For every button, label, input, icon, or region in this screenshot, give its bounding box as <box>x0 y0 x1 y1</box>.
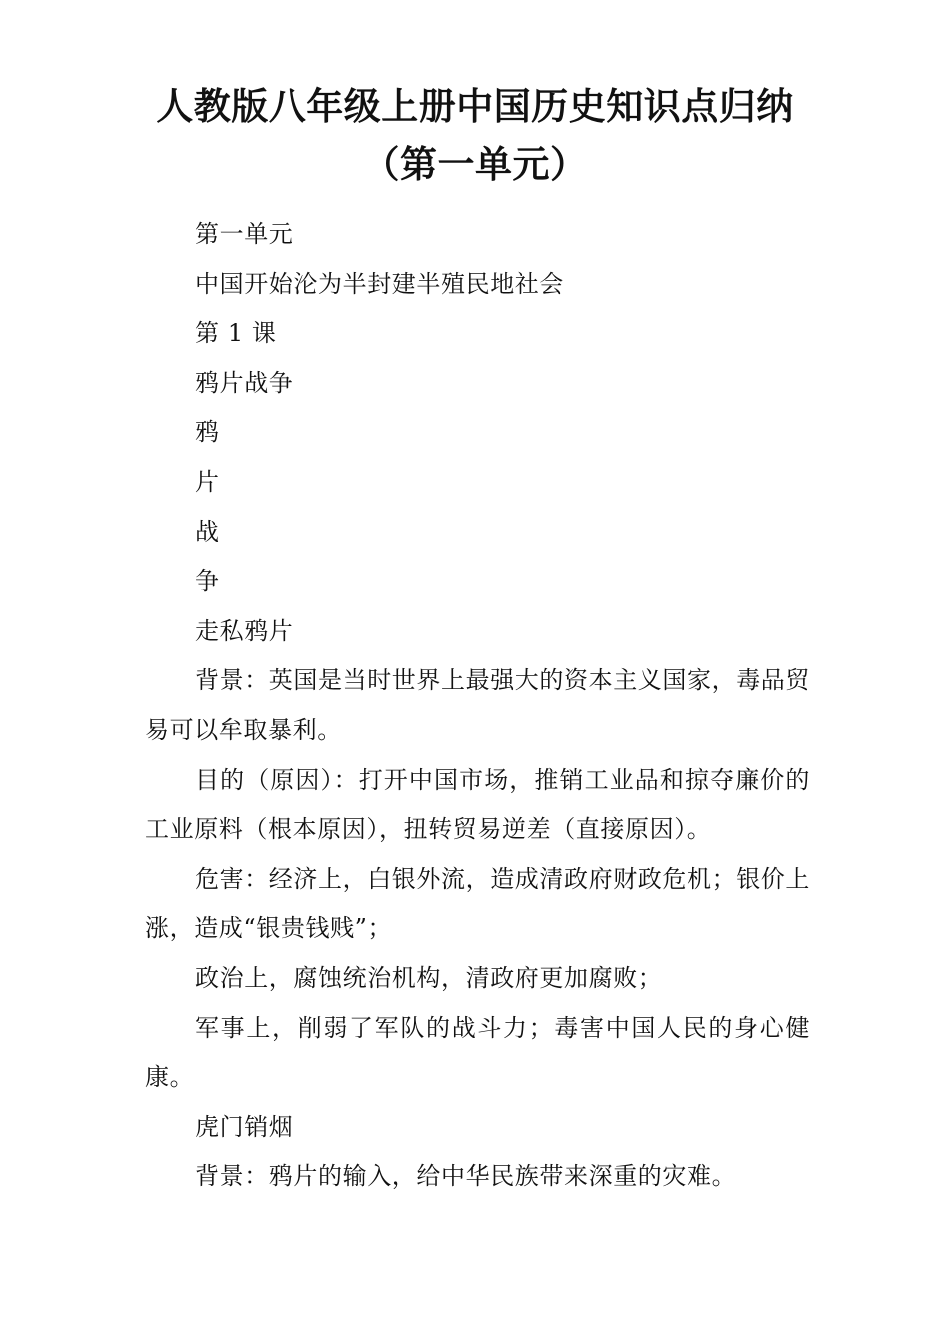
vertical-char: 片 <box>195 467 220 496</box>
unit-title: 中国开始沦为半封建半殖民地社会 <box>195 269 564 298</box>
unit-heading: 第一单元 <box>195 220 294 248</box>
paragraph-humen-background: 背景：鸦片的输入，给中华民族带来深重的灾难。 <box>195 1162 737 1191</box>
paragraph-harm-military: 军事上，削弱了军队的战斗力；毒害中国人民的身心健康。 <box>145 1013 810 1092</box>
paragraph-purpose: 目的（原因）：打开中国市场，推销工业品和掠夺廉价的工业原料（根本原因），扭转贸易逆差（直接原因）。 <box>145 765 810 844</box>
paragraph-harm-economic: 危害：经济上，白银外流，造成清政府财政危机；银价上涨，造成“银贵钱贱”； <box>145 864 810 943</box>
vertical-char: 战 <box>195 517 220 546</box>
section-heading-smuggling: 走私鸦片 <box>195 616 294 645</box>
document-body <box>145 210 810 1202</box>
paragraph-harm-political: 政治上，腐蚀统治机构，清政府更加腐败； <box>195 963 663 992</box>
paragraph-background: 背景：英国是当时世界上最强大的资本主义国家，毒品贸易可以牟取暴利。 <box>145 666 810 744</box>
document-title <box>130 78 820 194</box>
section-heading-humen: 虎门销烟 <box>195 1112 294 1141</box>
lesson-number: 第 1 课 <box>195 319 277 348</box>
title-line-2: （第一单元） <box>362 143 588 186</box>
vertical-char: 争 <box>195 567 220 596</box>
lesson-title: 鸦片战争 <box>195 368 294 397</box>
vertical-char: 鸦 <box>195 418 220 447</box>
title-line-1: 人教版八年级上册中国历史知识点归纳 <box>156 85 794 128</box>
